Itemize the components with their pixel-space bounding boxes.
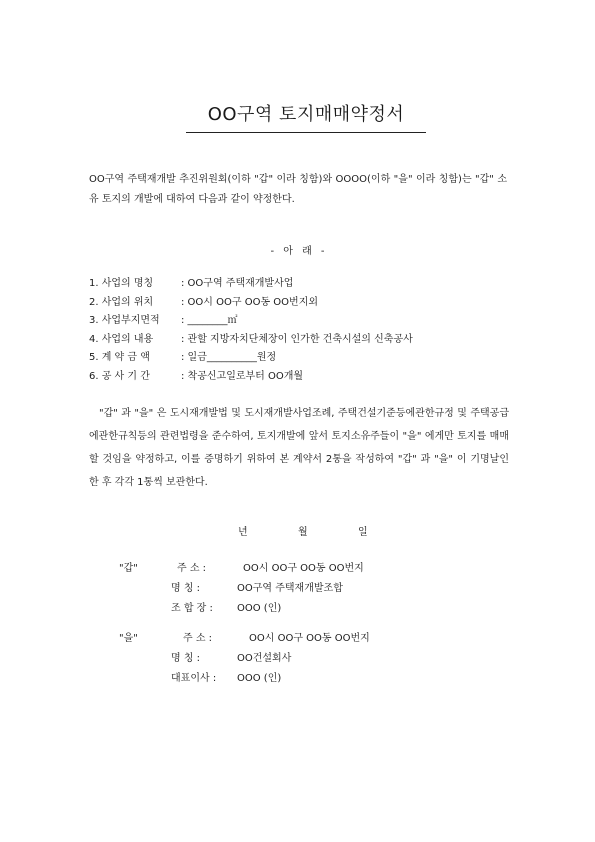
item-value: : ________㎡: [181, 315, 238, 326]
list-item: [89, 368, 509, 387]
agreement-body-paragraph: "갑" 과 "을" 은 도시재개발법 및 도시재개발사업조례, 주택건설기준등에관한규정 및 주택공급에관한규칙등의 관련법령을 준수하여, 토지개발에 앞서 토지소유주들이 "을" 에게만 토지를 매매할 것임을 약정하고, 이를 증명하기 위하여 본 계약서 2통을 작성하여 "갑" 과 "을" 이 기명날인한 후 각각 1통씩 보관한다.: [89, 408, 509, 488]
item-label: 4. 사업의 내용: [89, 333, 154, 345]
name-value: OO구역 주택재개발조합: [237, 583, 343, 594]
item-label: 1. 사업의 명칭: [89, 278, 154, 289]
representative-label: 대표이사 :: [171, 673, 217, 684]
name-value: OO건설회사: [237, 653, 292, 664]
item-value: : 착공신고일로부터 OO개월: [181, 370, 304, 382]
item-value: : OO구역 주택재개발사업: [181, 278, 294, 289]
date-line: [238, 523, 438, 538]
intro-paragraph: OO구역 주택재개발 추진위원회(이하 "갑" 이라 칭함)와 OOOO(이하 "을" 이라 칭함)는 "갑" 소유 토지의 개발에 대하여 다음과 같이 약정한다.: [89, 174, 507, 205]
date-day: 일: [358, 527, 368, 538]
representative-label: 조 합 장 :: [171, 603, 213, 614]
representative-value: OOO (인): [237, 673, 282, 684]
address-value: OO시 OO구 OO동 OO번지: [249, 633, 370, 644]
item-value: : 관할 지방자치단체장이 인가한 건축시설의 신축공사: [181, 333, 413, 345]
list-item: [89, 275, 509, 294]
list-item: [89, 312, 509, 331]
party-gap-tag: "갑": [119, 563, 138, 574]
item-label: 5. 계 약 금 액: [89, 352, 150, 363]
contract-items-list: [89, 275, 509, 386]
item-value: : 일금__________원정: [181, 352, 277, 363]
date-month: 월: [298, 527, 308, 538]
address-value: OO시 OO구 OO동 OO번지: [243, 563, 364, 574]
name-label: 명 칭 :: [171, 583, 201, 594]
name-label: 명 칭 :: [171, 653, 201, 664]
item-label: 6. 공 사 기 간: [89, 370, 150, 382]
document-title: OO구역 토지매매약정서: [186, 100, 426, 133]
address-label: 주 소 :: [177, 563, 207, 574]
party-eul-tag: "을": [119, 633, 138, 644]
item-label: 2. 사업의 위치: [89, 296, 154, 308]
representative-value: OOO (인): [237, 603, 282, 614]
list-item: [89, 331, 509, 350]
list-item: [89, 294, 509, 313]
section-heading: - 아 래 -: [270, 246, 325, 257]
list-item: [89, 349, 509, 368]
address-label: 주 소 :: [183, 633, 213, 644]
date-year: 년: [238, 527, 248, 538]
item-value: : OO시 OO구 OO동 OO번지외: [181, 296, 319, 308]
item-label: 3. 사업부지면적: [89, 315, 160, 326]
